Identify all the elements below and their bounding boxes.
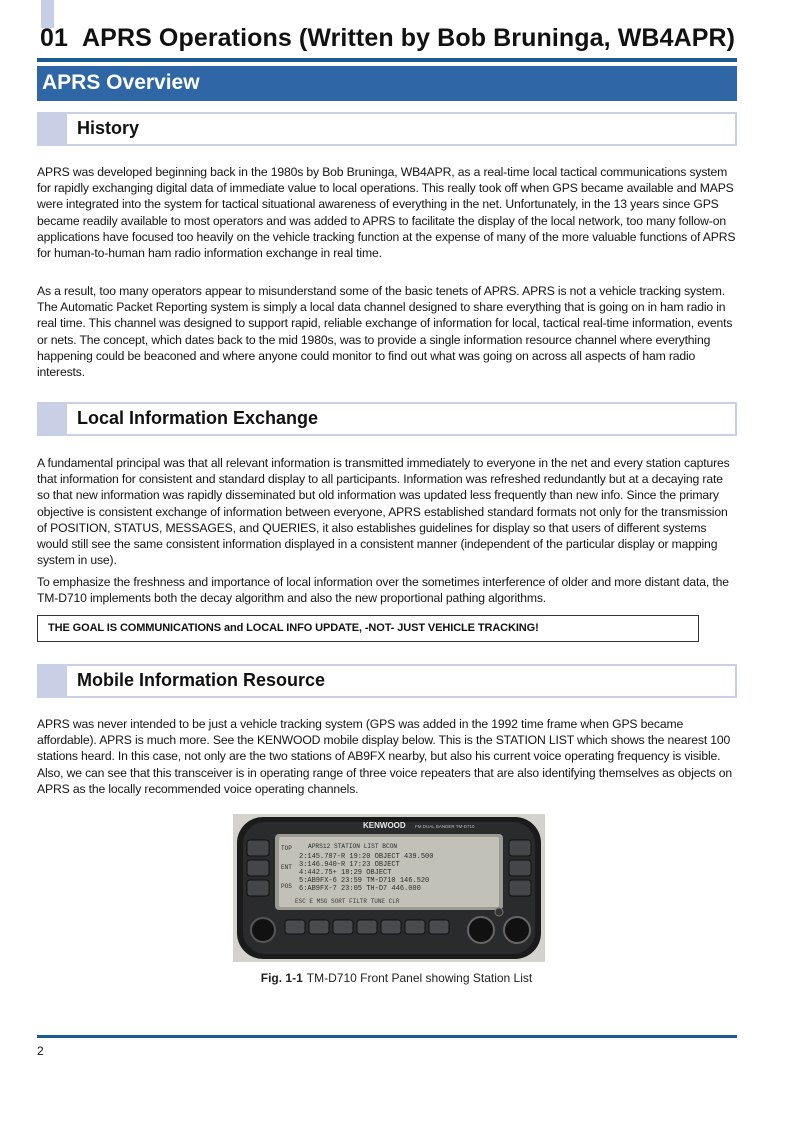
section-tab bbox=[37, 664, 65, 698]
chapter-heading bbox=[40, 24, 735, 53]
right-key-1 bbox=[509, 840, 531, 856]
bottom-key-7 bbox=[429, 920, 449, 934]
goal-text: THE GOAL IS COMMUNICATIONS and LOCAL INFO UPDATE, -NOT- JUST VEHICLE TRACKING! bbox=[48, 622, 539, 634]
section-box bbox=[65, 402, 737, 436]
tuning-knob-right bbox=[504, 917, 530, 943]
chapter-title: APRS Operations (Written by Bob Bruninga, WB4APR) bbox=[82, 24, 736, 52]
center-knob bbox=[495, 908, 503, 916]
lcd-row-4: 5:AB9FX-6 23:59 TM-D710 146.520 bbox=[299, 877, 430, 885]
right-key-2 bbox=[509, 860, 531, 876]
model-label: FM DUAL BANDER TM-D710 bbox=[415, 824, 475, 829]
goal-callout-box bbox=[37, 615, 699, 642]
brand-label: KENWOOD bbox=[363, 821, 406, 830]
left-key-2 bbox=[247, 860, 269, 876]
mobile-paragraph-1: APRS was never intended to be just a vehicle tracking system (GPS was added in the 1992 time frame when GPS became affordable). APRS is much more. See the KENWOOD mobile display below. This is the STATION LIST which shows the nearest 100 stations heard. In this case, not only are the two stations of AB9FX nearby, but also his current voice operating frequency is visible. Also, we can see that this transceiver is in operating range of three voice repeaters that are also identifying themselves as objects on APRS as the locally recommended voice operating channels. bbox=[37, 717, 732, 796]
lcd-softkeys: ESC E MSG SORT FILTR TUNE CLR bbox=[295, 898, 400, 905]
overview-banner bbox=[37, 66, 737, 101]
page-number: 2 bbox=[37, 1044, 44, 1058]
bottom-key-1 bbox=[285, 920, 305, 934]
history-paragraph-1: APRS was developed beginning back in the 1980s by Bob Bruninga, WB4APR, as a real-time local tactical communications system for rapidly exchanging digital data of immediate value to local operations. This really took off when GPS became available and MAPS were integrated into the system for tactical situational awareness of everything in the net. Unfortunately, in the 13 years since GPS became readily available to most operators and was added to APRS to facilitate the display of the local network, too many follow-on applications have focused too heavily on the vehicle tracking function at the expense of many of the more valuable functions of APRS for human-to-human ham radio information exchange in real time. bbox=[37, 165, 736, 261]
section-title: History bbox=[77, 118, 140, 138]
figure-caption-text: TM-D710 Front Panel showing Station List bbox=[306, 971, 533, 985]
left-key-1 bbox=[247, 840, 269, 856]
bottom-key-5 bbox=[381, 920, 401, 934]
chapter-divider bbox=[37, 58, 737, 62]
bottom-key-6 bbox=[405, 920, 425, 934]
overview-title: APRS Overview bbox=[42, 71, 200, 94]
chapter-number: 01 bbox=[40, 24, 69, 52]
figure-label: Fig. 1-1 bbox=[260, 971, 303, 985]
lcd-row-3: 4:442.75+ 18:29 OBJECT bbox=[299, 869, 392, 877]
footer-divider bbox=[37, 1035, 737, 1038]
bottom-key-3 bbox=[333, 920, 353, 934]
section-mobile-header bbox=[37, 664, 737, 698]
radio-illustration bbox=[233, 814, 545, 962]
left-key-3 bbox=[247, 880, 269, 896]
radio-front-panel-photo bbox=[233, 814, 545, 962]
history-paragraph-2: As a result, too many operators appear to misunderstand some of the basic tenets of APRS. APRS is not a vehicle tracking system. The Automatic Packet Reporting system is simply a local data channel designed to share everything that is going on in ham radio in real time. This channel was designed to support rapid, reliable exchange of information for local, tactical real-time information, events or nets. The concept, which dates back to the mid 1980s, was to provide a single information resource channel where everything happening could be beaconed and where anyone could monitor to find out what was going on across all aspects of ham radio interests. bbox=[37, 284, 733, 380]
section-title: Local Information Exchange bbox=[77, 408, 319, 428]
left-knob bbox=[251, 918, 275, 942]
section-box bbox=[65, 664, 737, 698]
tuning-knob-left bbox=[468, 917, 494, 943]
lcd-tag-3: POS bbox=[281, 883, 292, 890]
lcd-row-2: 3:146.940-R 17:23 OBJECT bbox=[299, 861, 400, 869]
section-local-header bbox=[37, 402, 737, 436]
section-tab bbox=[37, 402, 65, 436]
lcd-header: APRS12 STATION LIST BCON bbox=[308, 843, 398, 850]
bottom-key-2 bbox=[309, 920, 329, 934]
bottom-key-4 bbox=[357, 920, 377, 934]
right-key-3 bbox=[509, 880, 531, 896]
figure-caption bbox=[0, 971, 793, 985]
section-tab bbox=[37, 112, 65, 146]
section-box bbox=[65, 112, 737, 146]
lcd-row-1: 2:145.787-R 19:20 OBJECT 439.500 bbox=[299, 853, 434, 861]
lcd-tag-2: ENT bbox=[281, 864, 292, 871]
lcd-tag-1: TOP bbox=[281, 845, 292, 852]
local-paragraph-1: A fundamental principal was that all relevant information is transmitted immediately to everyone in the net and every station captures that information for consistent and standard display to all participants. Information was refreshed redundantly but at a decaying rate so that new information was rapidly disseminated but old information was updated less frequently than new info. Since the primary objective is consistent exchange of information between everyone, APRS established standard formats not only for the transmission of POSITION, STATUS, MESSAGES, and QUERIES, it also establishes guidelines for display so that users of different systems would still see the same consistent information displayed in a consistent manner (independent of the particular display or mapping system in use). bbox=[37, 456, 730, 568]
lcd-row-5: 6:AB9FX-7 23:05 TH-D7 446.000 bbox=[299, 885, 421, 893]
section-title: Mobile Information Resource bbox=[77, 670, 326, 690]
local-paragraph-2: To emphasize the freshness and importance of local information over the sometimes interference of older and more distant data, the TM-D710 implements both the decay algorithm and also the new proportional pathing algorithms. bbox=[37, 575, 729, 606]
section-history-header bbox=[37, 112, 737, 146]
